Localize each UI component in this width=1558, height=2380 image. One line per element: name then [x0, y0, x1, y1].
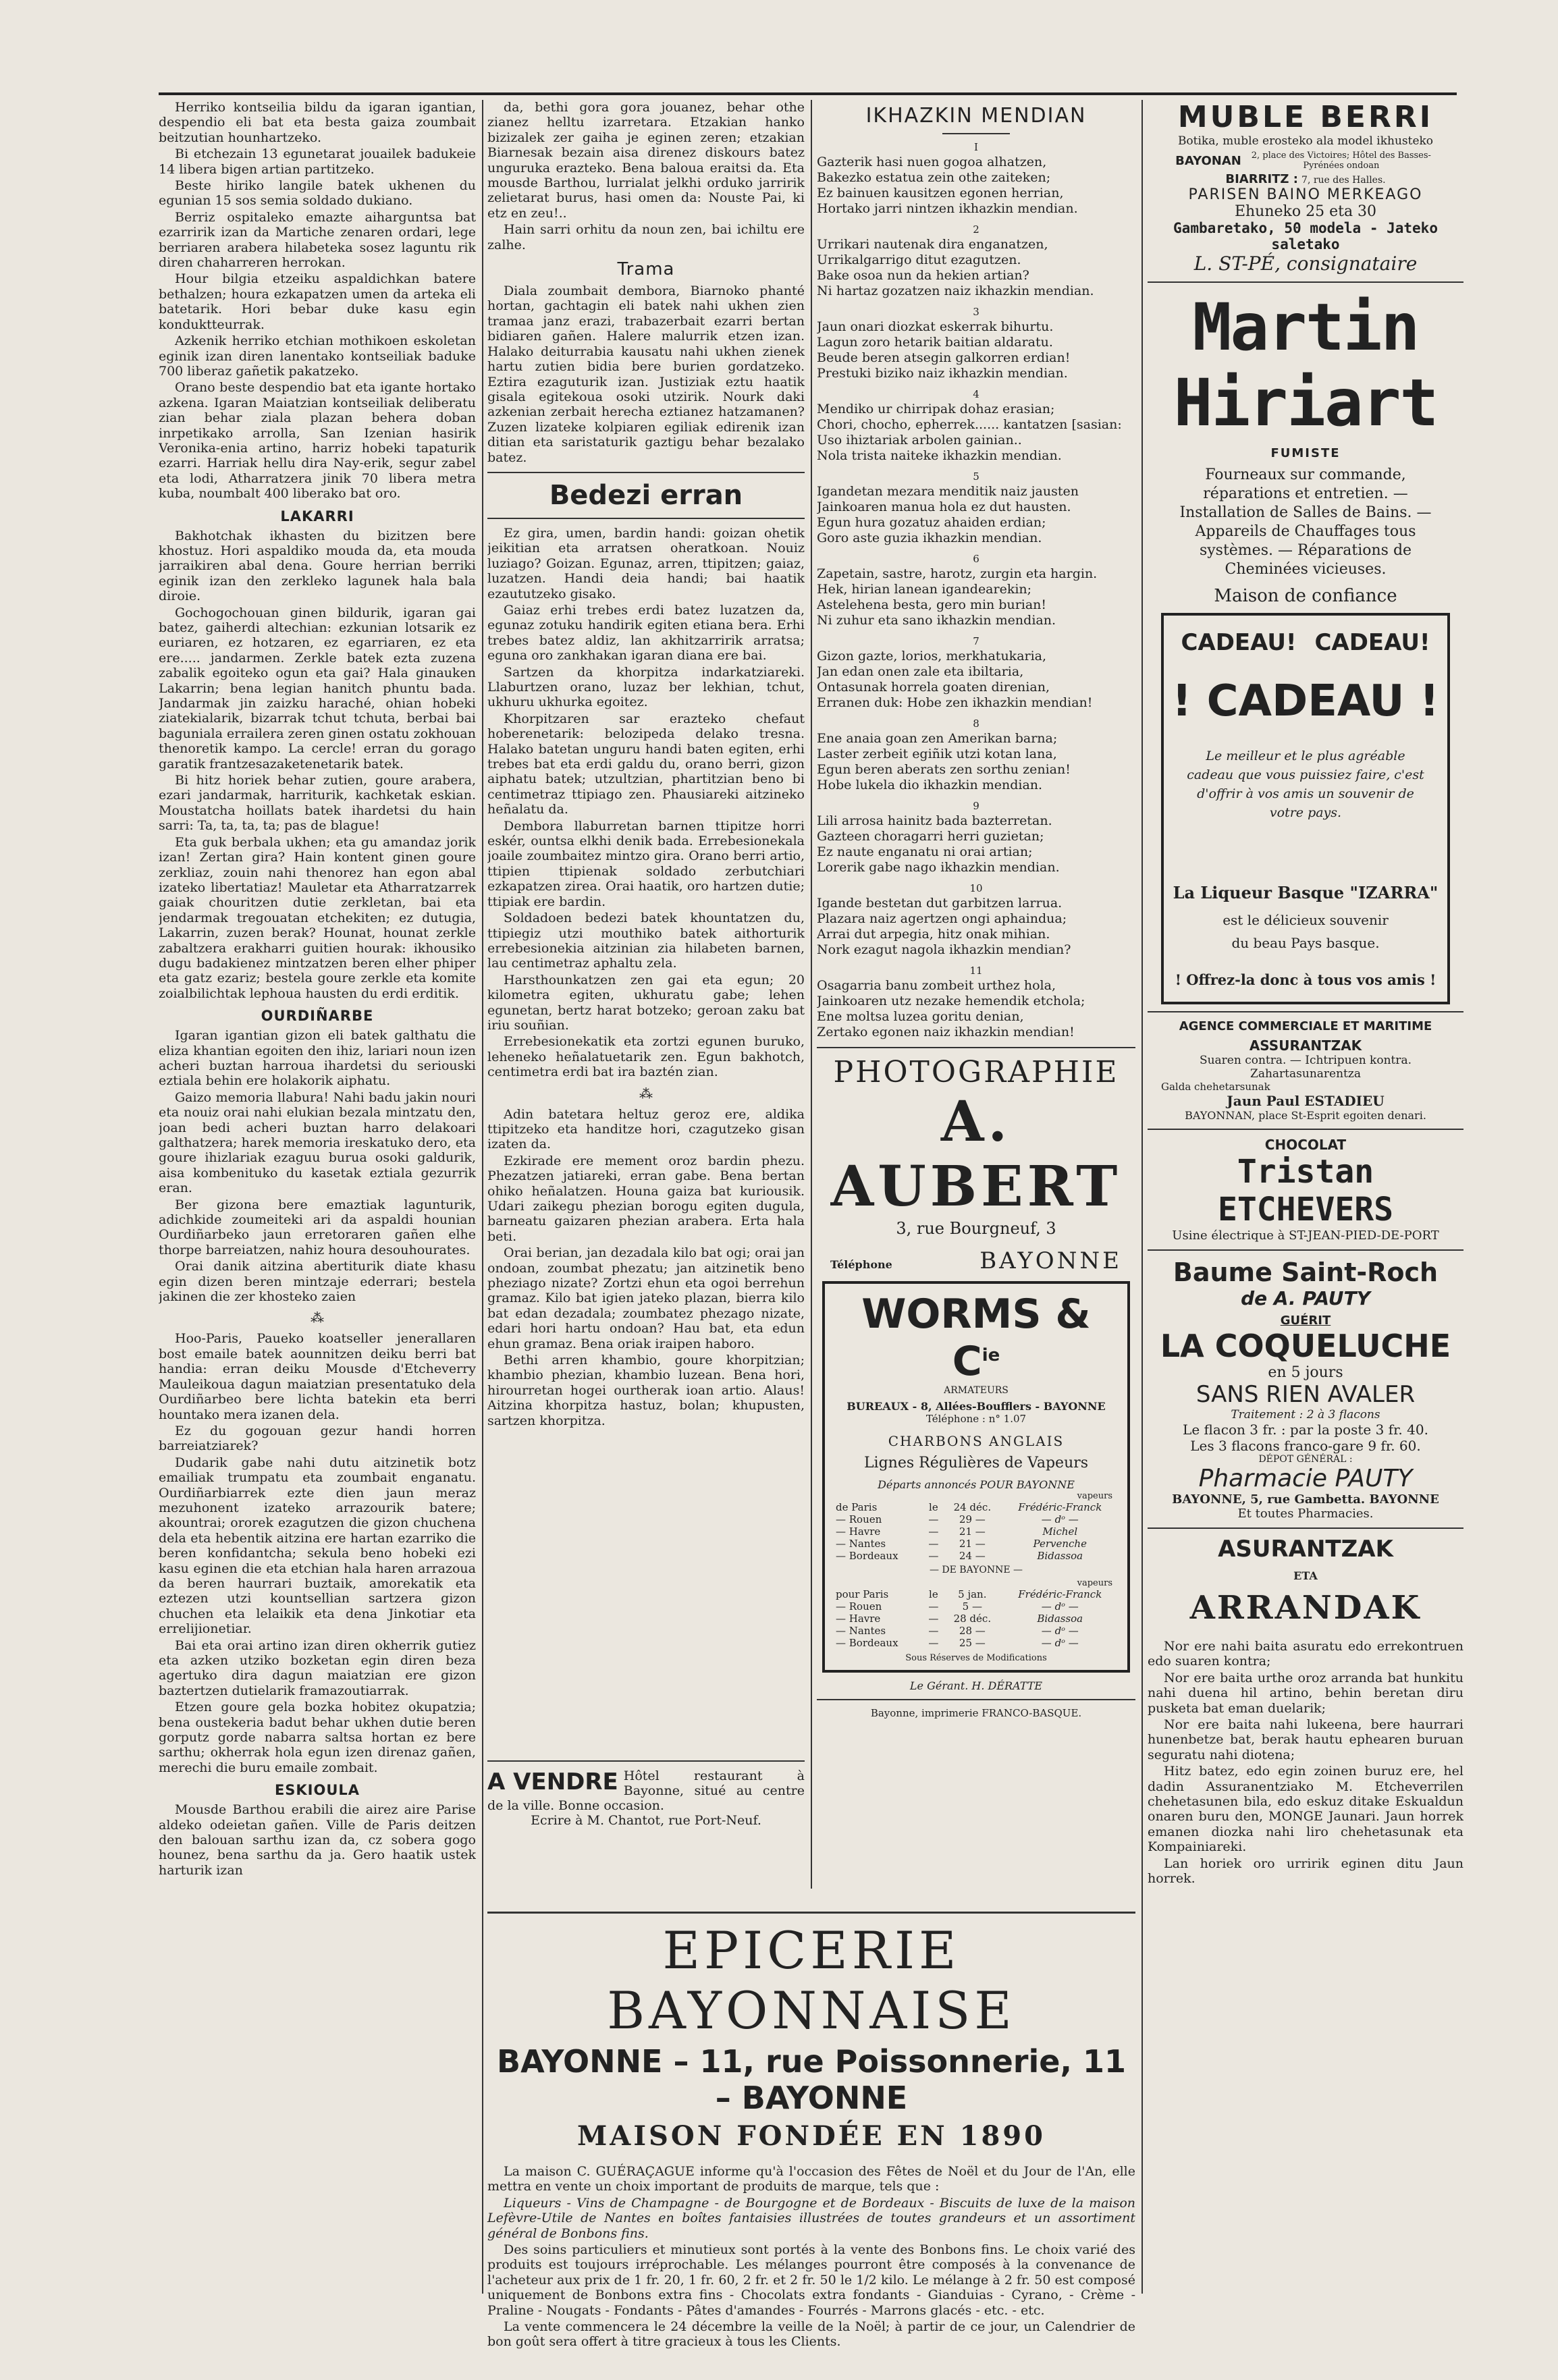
divider	[817, 1699, 1135, 1700]
article-paragraph: Eta guk berbala ukhen; eta gu amandaz jorik izan! Zertan gira? Hain kontent ginen goure zerkliaz, zouin nahi thenorez han egon abal izateko libertatiaz! Mauletar eta Atharratzarrek gaiak chouritzen dutie zerkletan, bai eta jendarmak tregouatan etchekiten; ez dutugia, Lakarrin, zuzen berak? Hounat, hounat zerkle zabaltzera erakharri guitien hourak: ikhousiko dugu badakienez mintzatzen beren elher phiper eta gatz ezariz; bestela goure zerkle eta komite zoialbilichtak lephoua hausten du erdi erditik.	[159, 834, 476, 1001]
article-paragraph: Hoo-Paris, Paueko koatseller jenerallaren bost emaile batek aounnitzen deiku berri bat handia: erran deiku Mousde d'Etcheverry Mauleikoua dagun maiatzian presentatuko dela Ourdiñarbeo bere lichta batekin eta berri hountako mera izanen dela.	[159, 1331, 476, 1422]
schedule-row	[833, 1625, 1119, 1637]
muble-line1: Botika, muble erosteko ala model ikhusteko	[1177, 134, 1434, 148]
article-paragraph: Etzen goure gela bozka hobitez okupatzia; bena oustekeria badut behar ukhen dutie beren gorputz gorde nabarra saltsa hortan ez bere sarthu; okherrak hola egun izen direnaz gañen, merechi die buru emaile zombait.	[159, 1700, 476, 1775]
schedule-row	[833, 1550, 1119, 1562]
worms-bureaux: BUREAUX - 8, Allées-Boufflers - BAYONNE	[847, 1400, 1106, 1413]
chocolat-title: CHOCOLAT	[1264, 1137, 1347, 1153]
hiriart-text: Fourneaux sur commande, réparations et entretien. — Installation de Salles de Bains. — Appareils de Chauffages tous systèmes. — Réparations de Cheminées vicieuses.	[1179, 466, 1432, 578]
article-paragraph: Orano beste despendio bat eta igante hortako azkena. Igaran Maiatzian kontseiliak deliberatu zian behar ziala plazan behera doban inrpetikako arrolla, San Izenian hasirik Veronika-enia artino, harriz hobeki tapaturik ezarri. Harriak hellu dira Nay-erik, segur zabel eta lodi, Atharratzera jinik 70 libera metra kuba, noumbalt 400 liberako bat oro.	[159, 380, 476, 502]
gerant-line: Le Gérant. H. DÉRATTE	[909, 1679, 1043, 1692]
verse-number: 3	[973, 306, 979, 318]
baume-toutes: Et toutes Pharmacies.	[1237, 1507, 1374, 1521]
cadeau-text: Le meilleur et le plus agréable cadeau que vous puissiez faire, c'est d'offrir à vos amis un souvenir de votre pays.	[1187, 749, 1424, 820]
worms-armateurs: ARMATEURS	[944, 1385, 1009, 1396]
divider	[487, 1912, 1135, 1914]
divider	[1148, 1527, 1463, 1529]
agence-ad	[1148, 1019, 1463, 1122]
schedule-cell: — Nantes	[836, 1538, 886, 1550]
cadeau-delicieux: est le délicieux souvenir	[1223, 912, 1389, 928]
baume-title: Baume Saint-Roch	[1173, 1257, 1439, 1287]
baume-flacon: Le flacon 3 fr. : par la poste 3 fr. 40.	[1183, 1422, 1428, 1438]
schedule-cell: —	[928, 1538, 939, 1550]
schedule-cell: 21 —	[959, 1525, 986, 1538]
schedule-cell: Pervenche	[1033, 1538, 1087, 1550]
schedule-cell: — Rouen	[836, 1600, 882, 1613]
epicerie-paragraph: Des soins particuliers et minutieux sont portés à la vente des Bonbons fins. Le choix varié des produits est toujours irréprochable. Les mélanges pourront être composés à la convenance de l'acheteur aux prix de 1 fr. 20, 1 fr. 60, 2 fr. et 2 fr. 50 le 1/2 kilo. Le mélange à 2 fr. 50 est composé uniquement de Bonbons extra fins - Chocolats extra fondants - Gianduias - Cyrano, - Crème - Praline - Nougats - Fondants - Pâtes d'amandes - Fourrés - Marrons glacés - etc. - etc.	[487, 2242, 1135, 2318]
muble-consignataire: L. ST-PÉ, consignataire	[1193, 252, 1418, 275]
muble-bayonan: BAYONAN	[1175, 153, 1241, 168]
verse-line: Gizon gazte, lorios, merkhatukaria,	[817, 649, 1047, 664]
epicerie-paragraph: La maison C. GUÉRAÇAGUE informe qu'à l'occasion des Fêtes de Noël et du Jour de l'An, elle mettra en vente un choix important de produits de marque, tels que :	[487, 2164, 1135, 2194]
baume-coqueluche: LA COQUELUCHE	[1160, 1328, 1451, 1364]
verse-number: 10	[969, 882, 983, 894]
schedule-row	[833, 1538, 1119, 1550]
schedule-cell: 29 —	[959, 1513, 986, 1525]
divider	[1148, 1129, 1463, 1130]
article-paragraph: Sartzen da khorpitza indarkatziareki. Llaburtzen orano, luzaz ber lekhian, tchut, ukhuru ukhurka egoitez.	[487, 664, 805, 710]
schedule-cell: Frédéric-Franck	[1018, 1588, 1102, 1600]
article-paragraph: Dudarik gabe nahi dutu aitzinetik botz emailiak trumpatu eta zoumbait enganatu. Ourdiñarbiarrek ezte dien jaun meraz mezuhonent izateko arrazourik batere; akountrai; ororek ezagutzen die gizon chuchena dela eta hebentik aitzina ere hartan ezarriko die beren konfidantcha; sekula beno hobeki ezi kasu eginen die eta etchian hala haren arrazoua da beren haurrari buztaik, amorekatik eta eztezen utzi kountsellian sartzera gizon chuchen eta lelaikik eta dena Jinkotiar eta errelijionetiar.	[159, 1455, 476, 1637]
article-paragraph: Bai eta orai artino izan diren okherrik gutiez eta azken utziko bozketan egin diren beza agertuko dira dagun maiatzian ere gizon baztertzen dutielarik framazoutiarrak.	[159, 1638, 476, 1698]
article-paragraph: Gaiaz erhi trebes erdi batez luzatzen da, egunaz zotuku handirik egiten etiana bera. Erhi trebes batez aldiz, lan akhitzarririk arratsa; eguna oro zankhakan igaran diana ere bai.	[487, 602, 805, 664]
article-paragraph: Errebesionekatik eta zortzi egunen buruko, leheneko heñalatuetarik zen. Egun bakhotch, centimetra erdi bat ira baztén zian.	[487, 1034, 805, 1080]
divider	[1148, 281, 1463, 283]
schedule-row	[833, 1613, 1119, 1625]
article-paragraph: Bi hitz horiek behar zutien, goure arabera, ezari jandarmak, harriturik, kachketak eskian. Moustatcha hoillats batek ihardetsi du hain sarri: Ta, ta, ta, ta; pas de blague!	[159, 773, 476, 834]
avendre-contact: Ecrire à M. Chantot, rue Port-Neuf.	[531, 1813, 761, 1828]
verse-line: Egun hura gozatuz ahaiden erdian;	[817, 515, 1046, 530]
baume-trois: Les 3 flacons franco-gare 9 fr. 60.	[1190, 1438, 1421, 1454]
article-paragraph: Soldadoen bedezi batek khountatzen du, ttipiegiz utzi mouthiko batek aithorturik errebesionekia aitzinian zia hilabeten barnen, lau centimetraz aphaltu zela.	[487, 911, 805, 971]
worms-lignes: Lignes Régulières de Vapeurs	[863, 1455, 1089, 1471]
photo-address: 3, rue Bourgneuf, 3	[896, 1219, 1056, 1238]
article-paragraph: Orai berian, jan dezadala kilo bat ogi; orai jan ondoan, zoumbat phezatu; jan aitzinetik beno pheziago nizate? Zortzi ehun eta ogoi berrehun gramaz. Kilo bat igien jateko plazan, bierra kilo bat edan dezadala; zoumbatez phezago nizate, edari hori hartu ondoan? Hau bat, eta edun ehun gramaz. Bena oriak iraipen haboro.	[487, 1245, 805, 1351]
schedule-cell: 24 —	[959, 1550, 986, 1562]
article-paragraph: Herriko kontseilia bildu da igaran igantian, despendio eli bat eta besta gaiza zoumbait beitzutian hounhartzeko.	[159, 100, 476, 145]
baume-addr: BAYONNE, 5, rue Gambetta. BAYONNE	[1172, 1492, 1439, 1507]
baume-sans: SANS RIEN AVALER	[1196, 1381, 1416, 1408]
worms-title-sup: ie	[982, 1345, 1000, 1365]
verse-line: Ni hartaz gozatzen naiz ikhazkin mendian.	[817, 283, 1094, 298]
divider	[817, 1047, 1135, 1048]
article-paragraph: Ez gira, umen, bardin handi: goizan ohetik jeikitian eta arratsen oheratkoan. Nouiz luziago? Goizan. Egunaz, arren, ttipitzen; gaiaz, luzatzen. Handi deia handi; bai haatik ezaututzeko gisako.	[487, 525, 805, 601]
agence-line1: Suaren contra. — Ichtripuen kontra.	[1199, 1054, 1412, 1067]
schedule-cell: — Bordeaux	[836, 1637, 898, 1649]
verse-line: Urrikalgarrigo ditut ezagutzen.	[817, 252, 1021, 267]
schedule-cell: le	[929, 1501, 938, 1513]
schedule-cell: — Havre	[836, 1525, 881, 1538]
baume-depot: DÉPOT GÉNÉRAL :	[1258, 1454, 1353, 1465]
schedule-cell: 25 —	[959, 1637, 986, 1649]
asurantzak-ad	[1148, 1536, 1463, 1627]
verse-line: Erranen duk: Hobe zen ikhazkin mendian!	[817, 695, 1093, 710]
asur-paragraph: Nor ere nahi baita asuratu edo errekontruen edo suaren kontra;	[1148, 1639, 1463, 1669]
verse-line: Hobe lukela dio ikhazkin mendian.	[817, 778, 1043, 792]
column-2	[487, 100, 805, 1747]
worms-ad	[822, 1281, 1130, 1673]
epicerie-paragraph: La vente commencera le 24 décembre la veille de la Noël; à partir de ce jour, un Calendrier de bon goût sera offert à titre gracieux à tous les Clients.	[487, 2319, 1135, 2350]
article-paragraph: Orai danik aitzina abertiturik diate khasu egin dizen beren mintzaje ederrari; bestela jakinen die zer khosteko zaien	[159, 1259, 476, 1305]
baume-traitement: Traitement : 2 à 3 flacons	[1231, 1408, 1380, 1422]
agence-addr: BAYONNAN, place St-Esprit egoiten denari.	[1185, 1109, 1426, 1122]
verse-line: Chori, chocho, epherrek...... kantatzen [sasian:	[817, 417, 1122, 432]
verse-line: Igande bestetan dut garbitzen larrua.	[817, 896, 1063, 911]
schedule-row	[833, 1513, 1119, 1525]
verse-line: Igandetan mezara menditik naiz jausten	[817, 484, 1079, 499]
poem-title: IKHAZKIN MENDIAN	[865, 104, 1087, 128]
avendre-ad	[487, 1754, 805, 1828]
article-paragraph: Gochogochouan ginen bildurik, igaran gai batez, gaiherdi altechian: ezkunian lotsarik ez euriaren, ez hotzaren, ez egarriaren, ez eta ere..... jandarmen. Zerkle batek ezta zuzena zabalik egoiteko ogun eta gai? Hala ginauken Lakarrin; bena legian hanitch phuntu bada. Jandarmak jin zaizku haraché, ohian hobeki ziatekialarik, bizarrak tchut tchuta, berbai bai baguniala errailera zeren ginen ostatu zokhouan thenoretik kampo. La cercle! erran du gorago garatik frantzesazaketenetarik batek.	[159, 605, 476, 772]
article-paragraph: Bakhotchak ikhasten du bizitzen bere khostuz. Hori aspaldiko mouda da, eta mouda jarraikiren abal dena. Goure herrian berriki eginik izan den zerkleko lagunek hala bala diroie.	[159, 528, 476, 604]
schedule-cell: — dᵒ —	[1041, 1637, 1079, 1649]
article-paragraph: Bi etchezain 13 egunetarat jouailek badukeie 14 libera bigen artian partitzeko.	[159, 146, 476, 177]
verse-line: Laster zerbeit egiñik utzi kotan lana,	[817, 747, 1057, 761]
schedule-row	[833, 1525, 1119, 1538]
cadeau-pays: du beau Pays basque.	[1231, 935, 1380, 951]
article-paragraph: Gaizo memoria llabura! Nahi badu jakin nouri eta nouiz orai nahi elukian bezala mintzatu den, joan bedi acheri buztan harro delakoari galthatzera; harek memoria ireskatuko dero, eta goure ihizlariak ezaguu burua osoki galdurik, aisa kombenituko du kasetak eztiala gezurrik eran.	[159, 1089, 476, 1196]
verse-line: Ene moltsa luzea goritu denian,	[817, 1009, 1024, 1024]
article-paragraph: Mousde Barthou erabili die airez aire Parise aldeko odeietan gañen. Ville de Paris deitzen den balouan sarthu izan da, cz sobera gogo hounez, bena sarthu da ja. Gero haatik ustek harturik izan	[159, 1802, 476, 1878]
hiriart-fumiste: FUMISTE	[1270, 446, 1341, 460]
schedule-cell: —	[928, 1600, 939, 1613]
verse-line: Bakezko estatua zein othe zaiteken;	[817, 170, 1051, 185]
schedule-cell: — Bordeaux	[836, 1550, 898, 1562]
schedule-cell: 5 jan.	[958, 1588, 987, 1600]
schedule-row	[833, 1600, 1119, 1613]
schedule-cell: — Rouen	[836, 1513, 882, 1525]
verse-number: 8	[973, 718, 979, 730]
schedule-cell: Frédéric-Franck	[1018, 1501, 1102, 1513]
asur-paragraph: Hitz batez, edo egin zoinen buruz ere, hel dadin Assuranentziako M. Etcheverrilen chehetasunen bila, edo eskuz ditake Eskualdun onaren buru den, MONGE Jaunari. Jaun horrek emanen diozka nahi liro chehetasunak eta Kompainiareki.	[1148, 1764, 1463, 1855]
worms-reserves: Sous Réserves de Modifications	[905, 1653, 1047, 1663]
article-paragraph: Berriz ospitaleko emazte aiharguntsa bat ezarririk izan da Martiche zenaren ordari, lege berriaren arabera hilabeteka sosez laguntu rik diren chaharreren herrokan.	[159, 209, 476, 271]
article-paragraph: Azkenik herriko etchian mothikoen eskoletan eginik izan diren lanentako kontseiliak baduke 700 liberaz gañetik pakatzeko.	[159, 333, 476, 379]
column-1	[159, 100, 476, 2294]
column-4	[1148, 100, 1463, 2294]
agence-assurantzak: ASSURANTZAK	[1249, 1037, 1362, 1054]
verse-line: Ez naute enganatu ni orai artian;	[817, 844, 1033, 859]
schedule-cell: 21 —	[959, 1538, 986, 1550]
schedule-cell: le	[929, 1588, 938, 1600]
cadeau-liqueur: La Liqueur Basque "IZARRA"	[1173, 883, 1439, 902]
verse-line: Jainkoaren utz nezake hemendik etchola;	[817, 994, 1085, 1008]
verse-line: Ni zuhur eta sano ikhazkin mendian.	[817, 613, 1056, 628]
cadeau-right: CADEAU!	[1314, 629, 1430, 656]
asur-arrandak: ARRANDAK	[1189, 1589, 1422, 1627]
baume-gueri: GUÉRIT	[1280, 1314, 1331, 1328]
article-paragraph: Harsthounkatzen zen gai eta egun; 20 kilometra egiten, ukhuratu gabe; lehen egunetan, bertz harat botzeko; geroan zaku bat iriu souñian.	[487, 972, 805, 1033]
verse-line: Nork ezagut nagola ikhazkin mendian?	[817, 942, 1071, 957]
article-paragraph: Bethi arren khambio, goure khorpitzian; khambio phezian, khambio luzean. Bena hori, hirourretan hogei ourtherak ioan artio. Alaus! Aitzina khorpitza hastuz, bolan; khupusten, sartzen khorpitza.	[487, 1353, 805, 1428]
verse-line: Zapetain, sastre, harotz, zurgin eta hargin.	[817, 566, 1098, 581]
verse-line: Bake osoa nun da hekien artian?	[817, 268, 1029, 283]
schedule-cell: de Paris	[836, 1501, 878, 1513]
column-rule	[811, 100, 812, 1889]
verse-number: 5	[973, 470, 979, 483]
verse-line: Osagarria banu zombeit urthez hola,	[817, 978, 1056, 993]
verse-number: I	[974, 141, 978, 153]
avendre-title: A VENDRE	[487, 1768, 618, 1795]
verse-line: Ontasunak horrela goaten direnian,	[817, 680, 1050, 695]
section-heading-eskioula: ESKIOULA	[274, 1782, 360, 1799]
baume-jours: en 5 jours	[1268, 1364, 1343, 1381]
verse-line: Mendiko ur chirripak dohaz erasian;	[817, 402, 1055, 416]
baume-pharmacie: Pharmacie PAUTY	[1198, 1465, 1413, 1492]
column-3	[817, 100, 1135, 1909]
worms-tel: Téléphone : n° 1.07	[925, 1413, 1027, 1425]
section-heading-ourdinarbe: OURDIÑARBE	[261, 1008, 374, 1025]
article-paragraph: Khorpitzaren sar erazteko chefaut hoberenetarik: belozipeda delako tresna. Halako batetan unguru handi baten egiten, erhi trebes bat eta erdi galdu du, orano berri, gizon aiphatu batek; utzultzian, phartitzian beno bi centimetraz ttipiago zen. Phausiareki aitzineko heñalatu da.	[487, 711, 805, 817]
photo-title: PHOTOGRAPHIE	[833, 1055, 1119, 1089]
muble-biarritz: BIARRITZ :	[1225, 172, 1298, 186]
photo-name: A. AUBERT	[830, 1089, 1122, 1219]
article-paragraph: Dembora llaburretan barnen ttipitze horri eskér, ountsa elkhi denik bada. Errebesionekala joaile zoumbaitez mintzo gira. Orano berri artio, ttipien ttipienak soldado zerbutchiari ezkapatzen zirea. Orai haatik, oro hartzen dutie; ttipiak ere bardin.	[487, 818, 805, 909]
asur-title: ASURANTZAK	[1218, 1536, 1393, 1563]
verse-line: Plazara naiz agertzen ongi aphaindua;	[817, 911, 1067, 926]
schedule-cell: — Nantes	[836, 1625, 886, 1637]
top-rule	[159, 92, 1457, 95]
muble-title: MUBLE BERRI	[1177, 100, 1434, 134]
schedule-cell: —	[928, 1613, 939, 1625]
schedule-cell: 5 —	[962, 1600, 982, 1613]
schedule-cell: pour Paris	[836, 1588, 889, 1600]
hiriart-ad	[1148, 290, 1463, 606]
verse-line: Zertako egonen naiz ikhazkin mendian!	[817, 1025, 1075, 1039]
poem-verses	[817, 141, 1135, 1040]
chocolat-usine: Usine électrique à ST-JEAN-PIED-DE-PORT	[1172, 1228, 1439, 1243]
hiriart-maison: Maison de confiance	[1214, 586, 1397, 606]
schedule-cell: 28 —	[959, 1625, 986, 1637]
schedule-from-bayonne	[833, 1588, 1119, 1649]
verse-line: Lagun zoro hetarik baitian aldaratu.	[817, 335, 1053, 350]
photo-city: BAYONNE	[979, 1247, 1122, 1274]
divider	[487, 1760, 805, 1762]
article-paragraph: Adin batetara heltuz geroz ere, aldika ttipitzeko eta handitze hori, czagutzeko gisan izaten da.	[487, 1106, 805, 1152]
schedule-from-ports	[833, 1501, 1119, 1562]
chocolat-ad	[1148, 1137, 1463, 1243]
verse-line: Jan edan onen zale eta ibiltaria,	[817, 664, 1024, 679]
asur-eta: ETA	[1293, 1569, 1318, 1582]
verse-line: Ene anaia goan zen Amerikan barna;	[817, 731, 1058, 746]
baume-de: de A. PAUTY	[1241, 1287, 1370, 1309]
verse-line: Jaun onari diozkat eskerrak bihurtu.	[817, 319, 1054, 334]
worms-departs: Départs annoncés POUR BAYONNE	[878, 1478, 1075, 1491]
verse-line: Ez bainuen kausitzen egonen herrian,	[817, 186, 1064, 200]
article-paragraph: Ber gizona bere emaztiak lagunturik, adichkide zoumeiteki ari da aspaldi hounian Ourdiñarbeko jaun erretoraren gañen elhe thorpe barreiatzen, nahiz houra desouhourates.	[159, 1197, 476, 1257]
separator-stars: ⁂	[311, 1309, 324, 1326]
section-heading-lakarri: LAKARRI	[280, 508, 354, 524]
muble-gambaretako: Gambaretako, 50 modela - Jateko saletako	[1173, 220, 1438, 252]
cadeau-offrez: ! Offrez-la donc à tous vos amis !	[1175, 971, 1436, 988]
schedule-cell: — Havre	[836, 1613, 881, 1625]
schedule-cell: — dᵒ —	[1041, 1600, 1079, 1613]
verse-number: 2	[973, 223, 979, 236]
schedule-cell: — dᵒ —	[1041, 1625, 1079, 1637]
worms-title: WORMS & C	[861, 1291, 1091, 1385]
agence-galda: Galda chehetarsunak	[1161, 1081, 1270, 1093]
verse-line: Egun beren aberats zen sorthu zenian!	[817, 762, 1071, 777]
section-heading-bedezi: Bedezi erran	[549, 479, 743, 511]
article-paragraph: Igaran igantian gizon eli batek galthatu die eliza khantian egoiten den ihiz, lariari noun izen acheri buztan harroua ihardetsi du seriouski eztiala behin ere holakorik aiphatu.	[159, 1028, 476, 1089]
article-paragraph: da, bethi gora gora jouanez, behar othe zianez helltu izarretara. Etzakian hanko bizizalek zer gaiha je eginen zeren; etzakian Biarnesak bezain aisa direnez diskours batez unguruka erazteko. Bena baloua eraitsi da. Eta mousde Barthou, lurrialat jelkhi orduko jarririk zelietarat burus, hasi omen da: Nouste Pai, ki etz en zeu!..	[487, 100, 805, 221]
verse-line: Astelehena besta, gero min burian!	[817, 597, 1047, 612]
schedule-row	[833, 1501, 1119, 1513]
verse-number: 11	[969, 965, 983, 977]
section-heading-trama: Trama	[617, 259, 675, 280]
verse-line: Hortako jarri nintzen ikhazkin mendian.	[817, 201, 1078, 216]
verse-line: Jainkoaren manua hola ez dut hausten.	[817, 499, 1071, 514]
imprimerie-line: Bayonne, imprimerie FRANCO-BASQUE.	[870, 1707, 1082, 1719]
verse-line: Arrai dut arpegia, hitz onak mihian.	[817, 927, 1050, 942]
hiriart-name: Martin Hiriart	[1173, 290, 1438, 441]
verse-line: Gazteen choragarri herri guzietan;	[817, 829, 1044, 844]
photo-tel: Téléphone	[830, 1258, 892, 1271]
epicerie-paragraph: Liqueurs - Vins de Champagne - de Bourgogne et de Bordeaux - Biscuits de luxe de la maison Lefèvre-Utile de Nantes en boîtes fantaisies illustrées de toutes grandeurs et un assortiment général de Bonbons fins.	[487, 2195, 1135, 2241]
worms-charbons: CHARBONS ANGLAIS	[888, 1433, 1065, 1449]
epicerie-ad	[487, 1905, 1135, 2351]
schedule-cell: — dᵒ —	[1041, 1513, 1079, 1525]
divider	[1148, 1249, 1463, 1251]
verse-line: Uso ihiztariak arbolen gainian..	[817, 433, 1022, 448]
divider	[487, 472, 805, 473]
schedule-cell: —	[928, 1525, 939, 1538]
schedule-cell: —	[928, 1637, 939, 1649]
article-paragraph: Ezkirade ere mement oroz bardin phezu. Phezatzen jatiareki, erran gabe. Bena bertan ohiko heñalatzen. Houna gaiza bat kuriousik. Udari zaikegu phezian borogu egiten dugula, barneatu gaizaren phezian arabera. Erta hala beti.	[487, 1153, 805, 1244]
asur-paragraph: Nor ere baita nahi lukeena, bere haurrari hunenbetze bat, berak hautu ephearen buruan seguratu nahi diotena;	[1148, 1717, 1463, 1762]
agence-jaun: Jaun Paul ESTADIEU	[1227, 1093, 1385, 1109]
worms-de-bayonne: — DE BAYONNE —	[929, 1565, 1023, 1575]
divider	[942, 133, 1010, 134]
column-rule	[1141, 100, 1143, 2294]
verse-number: 9	[973, 800, 979, 812]
verse-number: 7	[973, 635, 979, 647]
epicerie-fondee: MAISON FONDÉE EN 1890	[577, 2120, 1046, 2152]
worms-vapeurs: vapeurs	[1077, 1578, 1112, 1588]
epicerie-subtitle: BAYONNE – 11, rue Poissonnerie, 11 – BAYONNE	[497, 2043, 1126, 2116]
photo-ad	[817, 1055, 1135, 1274]
schedule-cell: —	[928, 1625, 939, 1637]
schedule-cell: —	[928, 1513, 939, 1525]
muble-biarritz-addr: 7, rue des Halles.	[1301, 175, 1386, 186]
worms-vapeurs: vapeurs	[1077, 1491, 1112, 1501]
article-paragraph: Ez du gogouan gezur handi horren barreiatziarek?	[159, 1423, 476, 1454]
schedule-cell: Bidassoa	[1037, 1550, 1083, 1562]
verse-line: Prestuki biziko naiz ikhazkin mendian.	[817, 366, 1068, 381]
schedule-row	[833, 1588, 1119, 1600]
avendre-text: Hôtel restaurant à Bayonne, situé au centre de la ville. Bonne occasion.	[487, 1768, 805, 1813]
verse-line: Urrikari nautenak dira enganatzen,	[817, 237, 1048, 252]
cadeau-big: ! CADEAU !	[1172, 676, 1439, 726]
schedule-cell: Bidassoa	[1037, 1613, 1083, 1625]
verse-line: Nola trista naiteke ikhazkin mendian.	[817, 448, 1062, 463]
verse-number: 4	[973, 388, 979, 400]
chocolat-name: Tristan ETCHEVERS	[1217, 1153, 1394, 1228]
muble-bayonan-addr: 2, place des Victoires; Hôtel des Basses-Pyrénées ondoan	[1251, 151, 1431, 171]
asur-paragraph: Lan horiek oro urririk eginen ditu Jaun horrek.	[1148, 1856, 1463, 1887]
epicerie-title: EPICERIE BAYONNAISE	[607, 1920, 1016, 2040]
verse-line: Gazterik hasi nuen gogoa alhatzen,	[817, 155, 1047, 169]
divider	[1148, 1011, 1463, 1012]
column-rule	[482, 100, 483, 2294]
divider	[487, 518, 805, 519]
verse-line: Goro aste guzia ikhazkin mendian.	[817, 531, 1042, 545]
verse-number: 6	[973, 553, 979, 565]
verse-line: Lorerik gabe nago ikhazkin mendian.	[817, 860, 1060, 875]
muble-parisen: PARISEN BAINO MERKEAGO	[1188, 186, 1423, 203]
verse-line: Lili arrosa hainitz bada bazterretan.	[817, 813, 1052, 828]
baume-ad	[1148, 1257, 1463, 1521]
verse-line: Beude beren atsegin galkorren erdian!	[817, 350, 1071, 365]
article-paragraph: Diala zoumbait dembora, Biarnoko phanté hortan, gachtagin eli batek nahi ukhen zien tramaa janz erazi, trabazerbait ezarri bertan bidiaren gañen. Halere malurrik etzen izan. Halako deiturrabia kausatu nahi ukhen zienek hartu zutien bidia bere burien gordatzeko. Eztira ezaguturik izan. Justiziak eztu haatik gisala egitekoua osoki utzirik. Nourk daki azkenian zerbait herecha eztianez hatzamanen? Zuzen lizateke kolpiaren egiliak edirenik izan ditian eta saristaturik gaztigu behar bezalako batez.	[487, 283, 805, 465]
cadeau-ad	[1161, 613, 1450, 1004]
schedule-row	[833, 1637, 1119, 1649]
article-paragraph: Hour bilgia etzeiku aspaldichkan batere bethalzen; houra ezkapatzen umen da arteka eli batetarik. Hori bebar duke kasu egin konduktteurrak.	[159, 271, 476, 332]
schedule-cell: 24 déc.	[953, 1501, 992, 1513]
schedule-cell: —	[928, 1550, 939, 1562]
verse-line: Hek, hirian lanean igandearekin;	[817, 582, 1032, 597]
muble-ehuneko: Ehuneko 25 eta 30	[1234, 203, 1377, 220]
schedule-cell: Michel	[1042, 1525, 1078, 1538]
cadeau-left: CADEAU!	[1181, 629, 1297, 656]
muble-berri-ad	[1148, 100, 1463, 275]
article-paragraph: Beste hiriko langile batek ukhenen du egunian 15 sos semia soldado dukiano.	[159, 178, 476, 209]
separator-stars: ⁂	[639, 1085, 653, 1102]
schedule-cell: 28 déc.	[953, 1613, 992, 1625]
agence-line2: Zahartasunarentza	[1250, 1067, 1361, 1081]
agence-title: AGENCE COMMERCIALE ET MARITIME	[1179, 1019, 1432, 1033]
asur-paragraph: Nor ere baita urthe oroz arranda bat hunkitu nahi duena hil artino, behin beretan diru pusketa bat eman duelarik;	[1148, 1670, 1463, 1716]
article-paragraph: Hain sarri orhitu da noun zen, bai ichiltu ere zalhe.	[487, 222, 805, 252]
